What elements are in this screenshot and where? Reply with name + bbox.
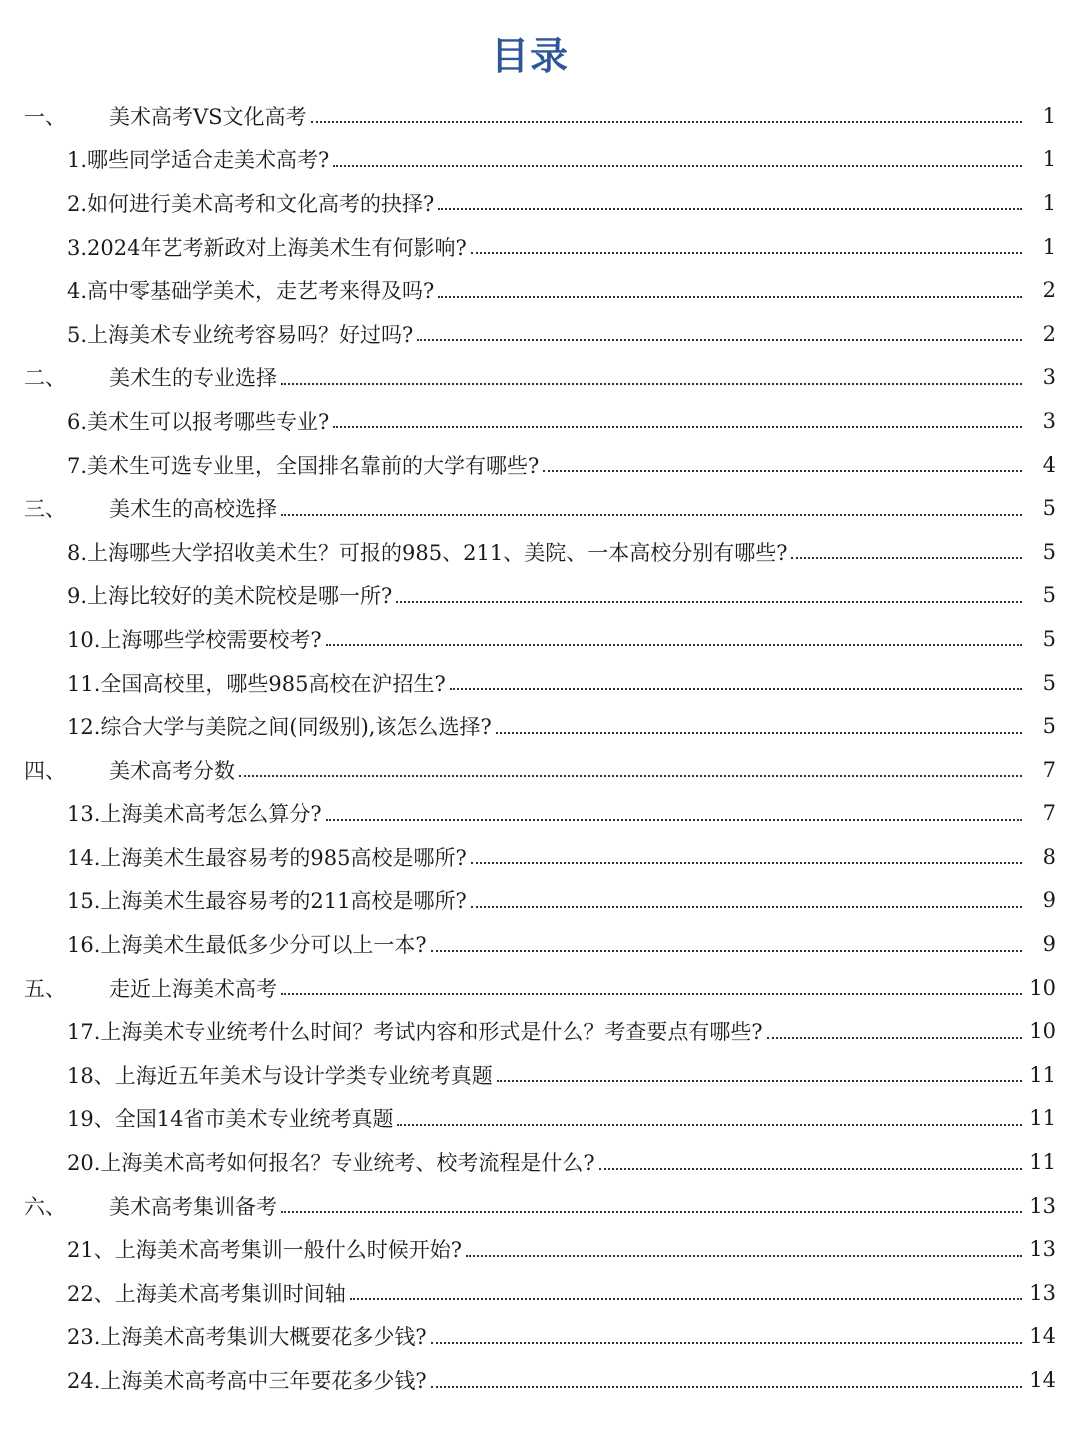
toc-section-row[interactable] <box>0 356 1080 400</box>
toc-entry <box>67 144 1026 174</box>
item-title: 13.上海美术高考怎么算分? <box>67 802 322 827</box>
toc-item-row[interactable] <box>0 922 1080 966</box>
page-number: 1 <box>1042 147 1056 172</box>
toc-entry <box>67 188 1026 218</box>
toc-entry <box>67 1147 1026 1177</box>
item-title: 22、上海美术高考集训时间轴 <box>67 1281 346 1306</box>
dot-leader <box>496 731 1022 734</box>
toc-entry <box>67 885 1026 915</box>
dot-leader <box>333 164 1022 167</box>
dot-leader <box>417 338 1022 341</box>
item-title: 18、上海近五年美术与设计学类专业统考真题 <box>67 1063 493 1088</box>
toc-entry <box>67 711 1026 741</box>
page-number: 7 <box>1042 757 1056 782</box>
page-number: 9 <box>1042 888 1056 913</box>
page-number: 1 <box>1042 103 1056 128</box>
section-number: 四、 <box>24 758 66 783</box>
toc-section-row[interactable] <box>0 94 1080 138</box>
page-number: 4 <box>1042 452 1056 477</box>
toc-entry <box>67 406 1026 436</box>
item-title: 23.上海美术高考集训大概要花多少钱? <box>67 1325 427 1350</box>
toc-item-row[interactable] <box>0 879 1080 923</box>
page-number: 13 <box>1029 1280 1056 1305</box>
section-title: 美术生的高校选择 <box>109 497 277 522</box>
item-title: 10.上海哪些学校需要校考? <box>67 627 322 652</box>
dot-leader <box>311 120 1022 123</box>
dot-leader <box>471 251 1022 254</box>
dot-leader <box>281 992 1022 995</box>
toc-entry <box>109 493 1026 523</box>
page-number: 3 <box>1042 365 1056 390</box>
toc-entry <box>67 319 1026 349</box>
page-number: 2 <box>1042 321 1056 346</box>
table-of-contents <box>0 94 1080 1402</box>
toc-entry <box>67 1321 1026 1351</box>
item-title: 7.美术生可选专业里，全国排名靠前的大学有哪些? <box>67 453 540 478</box>
toc-item-row[interactable] <box>0 1227 1080 1271</box>
item-title: 11.全国高校里，哪些985高校在沪招生? <box>67 671 446 696</box>
toc-item-row[interactable] <box>0 399 1080 443</box>
page-title: 目录 <box>490 34 569 78</box>
item-title: 3.2024年艺考新政对上海美术生有何影响? <box>67 235 467 260</box>
dot-leader <box>599 1167 1022 1170</box>
page-number: 5 <box>1042 496 1056 521</box>
dot-leader <box>791 556 1022 559</box>
toc-item-row[interactable] <box>0 704 1080 748</box>
toc-entry <box>67 1365 1026 1395</box>
page-number: 10 <box>1029 1019 1056 1044</box>
toc-item-row[interactable] <box>0 574 1080 618</box>
page-number: 8 <box>1042 844 1056 869</box>
page-number: 10 <box>1029 975 1056 1000</box>
toc-entry <box>67 275 1026 305</box>
page-number: 5 <box>1042 670 1056 695</box>
toc-item-row[interactable] <box>0 1009 1080 1053</box>
toc-entry <box>67 450 1026 480</box>
dot-leader <box>326 643 1022 646</box>
toc-item-row[interactable] <box>0 661 1080 705</box>
toc-item-row[interactable] <box>0 1358 1080 1402</box>
item-title: 8.上海哪些大学招收美术生？可报的985、211、美院、一本高校分别有哪些? <box>67 540 788 565</box>
page-number: 11 <box>1029 1062 1056 1087</box>
toc-entry <box>109 973 1026 1003</box>
item-title: 15.上海美术生最容易考的211高校是哪所? <box>67 889 467 914</box>
section-title: 走近上海美术高考 <box>109 976 277 1001</box>
section-title: 美术生的专业选择 <box>109 366 277 391</box>
page-number: 3 <box>1042 408 1056 433</box>
dot-leader <box>471 861 1022 864</box>
section-number: 六、 <box>24 1194 66 1219</box>
item-title: 9.上海比较好的美术院校是哪一所? <box>67 584 393 609</box>
toc-entry <box>67 624 1026 654</box>
toc-section-row[interactable] <box>0 748 1080 792</box>
page-number: 2 <box>1042 278 1056 303</box>
toc-item-row[interactable] <box>0 225 1080 269</box>
dot-leader <box>333 425 1022 428</box>
page-number: 7 <box>1042 801 1056 826</box>
page-number: 1 <box>1042 190 1056 215</box>
toc-item-row[interactable] <box>0 312 1080 356</box>
dot-leader <box>438 207 1022 210</box>
page-number: 14 <box>1029 1324 1056 1349</box>
toc-entry <box>67 1103 1026 1133</box>
toc-section-row[interactable] <box>0 486 1080 530</box>
dot-leader <box>239 774 1022 777</box>
dot-leader <box>497 1079 1022 1082</box>
section-number: 三、 <box>24 497 66 522</box>
toc-entry <box>67 232 1026 262</box>
item-title: 20.上海美术高考如何报名？专业统考、校考流程是什么? <box>67 1151 595 1176</box>
toc-entry <box>67 1234 1026 1264</box>
page-number: 5 <box>1042 714 1056 739</box>
toc-entry <box>67 1016 1026 1046</box>
toc-section-row[interactable] <box>0 1184 1080 1228</box>
section-number: 二、 <box>24 366 66 391</box>
toc-entry <box>67 1278 1026 1308</box>
toc-section-row[interactable] <box>0 966 1080 1010</box>
toc-item-row[interactable] <box>0 138 1080 182</box>
toc-item-row[interactable] <box>0 1097 1080 1141</box>
page-number: 14 <box>1029 1368 1056 1393</box>
dot-leader <box>281 513 1022 516</box>
toc-entry <box>67 668 1026 698</box>
toc-entry <box>67 1060 1026 1090</box>
dot-leader <box>281 382 1022 385</box>
toc-item-row[interactable] <box>0 1140 1080 1184</box>
toc-item-row[interactable] <box>0 530 1080 574</box>
dot-leader <box>466 1254 1022 1257</box>
dot-leader <box>431 949 1022 952</box>
toc-entry <box>67 798 1026 828</box>
section-title: 美术高考集训备考 <box>109 1194 277 1219</box>
item-title: 2.如何进行美术高考和文化高考的抉择? <box>67 191 435 216</box>
dot-leader <box>350 1297 1022 1300</box>
page-number: 1 <box>1042 234 1056 259</box>
dot-leader <box>471 905 1022 908</box>
item-title: 14.上海美术生最容易考的985高校是哪所? <box>67 845 467 870</box>
toc-entry <box>109 362 1026 392</box>
page-number: 13 <box>1029 1237 1056 1262</box>
page-number: 5 <box>1042 539 1056 564</box>
section-number: 五、 <box>24 976 66 1001</box>
dot-leader <box>438 295 1022 298</box>
section-number: 一、 <box>24 104 66 129</box>
item-title: 4.高中零基础学美术，走艺考来得及吗? <box>67 279 435 304</box>
toc-entry <box>109 101 1026 131</box>
page-number: 13 <box>1029 1193 1056 1218</box>
section-title: 美术高考分数 <box>109 758 235 783</box>
toc-item-row[interactable] <box>0 1053 1080 1097</box>
toc-item-row[interactable] <box>0 835 1080 879</box>
section-title: 美术高考VS文化高考 <box>109 104 307 129</box>
dot-leader <box>543 469 1022 472</box>
page-number: 5 <box>1042 626 1056 651</box>
toc-item-row[interactable] <box>0 1315 1080 1359</box>
item-title: 21、上海美术高考集训一般什么时候开始? <box>67 1238 462 1263</box>
dot-leader <box>431 1385 1022 1388</box>
item-title: 17.上海美术专业统考什么时间？考试内容和形式是什么？考查要点有哪些? <box>67 1020 763 1045</box>
item-title: 6.美术生可以报考哪些专业? <box>67 409 330 434</box>
toc-item-row[interactable] <box>0 792 1080 836</box>
toc-item-row[interactable] <box>0 443 1080 487</box>
dot-leader <box>431 1341 1022 1344</box>
toc-entry <box>67 537 1026 567</box>
dot-leader <box>450 687 1022 690</box>
dot-leader <box>281 1210 1022 1213</box>
dot-leader <box>326 818 1022 821</box>
toc-entry <box>109 1191 1026 1221</box>
page-number: 5 <box>1042 583 1056 608</box>
page-number: 9 <box>1042 932 1056 957</box>
toc-entry <box>67 580 1026 610</box>
item-title: 12.综合大学与美院之间(同级别),该怎么选择? <box>67 715 492 740</box>
page-number: 11 <box>1029 1150 1056 1175</box>
item-title: 16.上海美术生最低多少分可以上一本? <box>67 933 427 958</box>
toc-entry <box>109 755 1026 785</box>
item-title: 1.哪些同学适合走美术高考? <box>67 148 330 173</box>
dot-leader <box>397 1123 1022 1126</box>
toc-item-row[interactable] <box>0 181 1080 225</box>
toc-item-row[interactable] <box>0 1271 1080 1315</box>
item-title: 19、全国14省市美术专业统考真题 <box>67 1107 394 1132</box>
item-title: 24.上海美术高考高中三年要花多少钱? <box>67 1369 427 1394</box>
page-number: 11 <box>1029 1106 1056 1131</box>
item-title: 5.上海美术专业统考容易吗？好过吗? <box>67 322 414 347</box>
dot-leader <box>396 600 1022 603</box>
toc-item-row[interactable] <box>0 617 1080 661</box>
toc-item-row[interactable] <box>0 268 1080 312</box>
toc-entry <box>67 842 1026 872</box>
toc-entry <box>67 929 1026 959</box>
dot-leader <box>767 1036 1022 1039</box>
